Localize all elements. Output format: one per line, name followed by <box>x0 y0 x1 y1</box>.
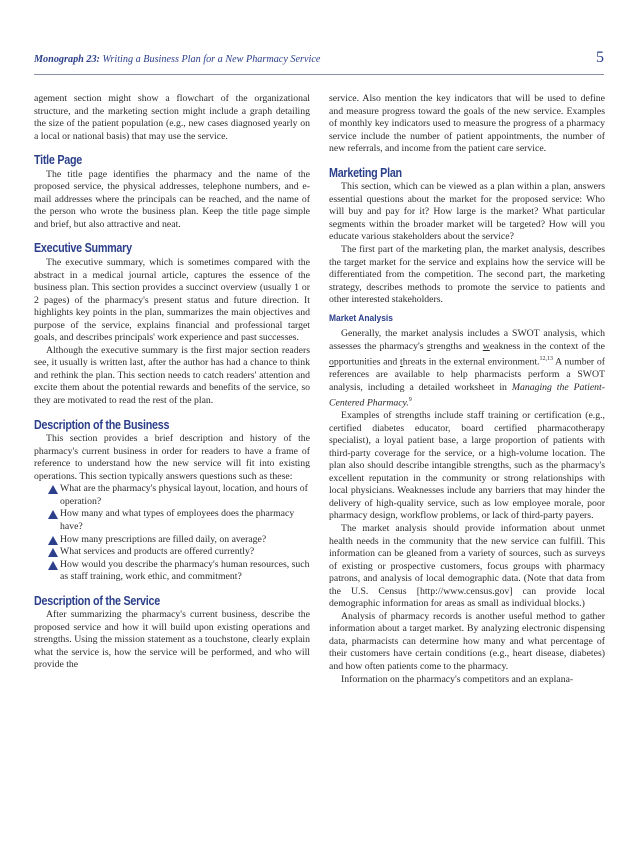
marketing-paragraph-1: This section, which can be viewed as a plan within a plan, answers essential questions about the market for the proposed service: Who will buy and pay for it? How large is the market? What particular segments within the broader market will be targeted? How will you educate various stakeholders about the service? <box>329 181 605 243</box>
intro-paragraph: agement section might show a flowchart of the organizational structure, and the marketing section might include a graph detailing the size of the patient population (e.g., new cases diagnosed yearly on a local or national basis) that may use the service. <box>34 93 310 142</box>
monograph-title: Writing a Business Plan for a New Pharmacy Service <box>102 54 321 65</box>
triangle-bullet-icon <box>48 548 58 557</box>
business-questions-list <box>48 483 310 583</box>
triangle-bullet-icon <box>48 561 58 570</box>
records-paragraph: Analysis of pharmacy records is another useful method to gather information about a target market. By analyzing electronic dispensing data, pharmacists can determine how many and what percentage of their customers have certain conditions (e.g., heart disease, diabetes) and how often patients come to the pharmacy. <box>329 610 605 673</box>
list-item: How many and what types of employees does the pharmacy have? <box>48 508 310 533</box>
strengths-paragraph: Examples of strengths include staff training or certification (e.g., certified diabetes educator, board certified pharmacotherapy specialist), a loyal patient base, a large proportion of patients with third-party coverage for the service, or a high-volume location. The plan also should describe intangible strengths, such as the pharmacy's excellent reputation in the community or strong relationships with local physicians. Weaknesses include any barriers that may hinder the delivery of high-quality service, such as low employee morale, poor pharmacy design, workflow problems, or lack of third-party payers. <box>329 410 605 522</box>
list-item: What services and products are offered currently? <box>48 546 310 559</box>
unmet-needs-paragraph: The market analysis should provide information about unmet health needs in the community that the new service can fulfill. This information can be gleaned from a variety of sources, such as surveys of existing or prospective customers, focus groups with pharmacy patrons, and analysis of local demographic data. (Note that data from the U.S. Census [http://www.census.gov] can provide local demographic information for areas as small as individual blocks.) <box>329 523 605 610</box>
continued-paragraph: service. Also mention the key indicators that will be used to define and measure progress toward the goals of the new service. Examples of monthly key indicators used to measure the progress of a pharmacy service include the number of patient appointments, the number of new referrals, and income from the patient care service. <box>329 93 605 155</box>
list-item: What are the pharmacy's physical layout, location, and hours of operation? <box>48 483 310 508</box>
triangle-bullet-icon <box>48 510 58 519</box>
heading-description-service: Description of the Service <box>34 593 160 608</box>
heading-market-analysis: Market Analysis <box>329 312 393 324</box>
exec-summary-paragraph-1: The executive summary, which is sometimes compared with the abstract in a medical journal article, captures the essence of the business plan. This section provides a succinct overview (usually 1 or 2 pages) of the pharmacy's present status and future direction. It highlights key points in the plan, summarizes the main objectives and purpose of the service, explains financial and professional target goals, and describes principals' work experience and past successes. <box>34 257 310 344</box>
marketing-paragraph-2: The first part of the marketing plan, the market analysis, describes the target market for the service and explains how the service will be differentiated from the competition. The second part, the marketing strategy, describes methods to promote the service to patients and other interested stakeholders. <box>329 244 605 306</box>
exec-summary-paragraph-2: Although the executive summary is the first major section readers see, it usually is written last, after the author has had a chance to think and rethink the plan. This section needs to catch readers' attention and excite them about the potential rewards and benefits of the service, so they are motivated to read the rest of the plan. <box>34 344 310 407</box>
header-title <box>34 54 320 65</box>
running-header <box>34 49 604 75</box>
title-page-paragraph: The title page identifies the pharmacy and the name of the proposed service, the physical addresses, telephone numbers, and e-mail addresses where the principals can be reached, and the name of the person who wrote the business plan. Keep the title page simple and brief, but also attractive and neat. <box>34 168 310 230</box>
service-paragraph: After summarizing the pharmacy's current business, describe the proposed service and how it will build upon existing operations and strengths. Using the mission statement as a touchstone, clearly explain what the service is, how the service will be performed, and who will provide the <box>34 609 310 671</box>
citation-superscript: 12,13 <box>539 356 553 363</box>
heading-marketing-plan: Marketing Plan <box>329 165 402 180</box>
book-title: Managing the Patient-Centered Pharmacy. <box>329 381 605 409</box>
list-item: How would you describe the pharmacy's human resources, such as staff training, work ethic, and commitment? <box>48 559 310 584</box>
heading-description-business: Description of the Business <box>34 417 170 432</box>
list-item: How many prescriptions are filled daily, on average? <box>48 534 310 547</box>
citation-superscript: 9 <box>408 397 412 404</box>
heading-title-page: Title Page <box>34 153 83 168</box>
triangle-bullet-icon <box>48 485 58 494</box>
business-paragraph: This section provides a brief description and history of the pharmacy's current business in order for readers to have a frame of reference to understand how the new service will fit into existing operations. This section typically answers questions such as these: <box>34 433 310 482</box>
swot-paragraph: Generally, the market analysis includes a SWOT analysis, which assesses the pharmacy's strengths and weakness in the context of the opportunities and threats in the external environment.$^{12,13}$ A number of references are available to help pharmacists perform a SWOT analysis, including a detailed worksheet in Managing the Patient-Centered Pharmacy.$^9$ <box>329 328 605 409</box>
heading-executive-summary: Executive Summary <box>34 241 132 256</box>
page-number: 5 <box>596 49 604 66</box>
right-column <box>329 93 605 686</box>
left-column <box>34 93 310 672</box>
competitors-paragraph: Information on the pharmacy's competitors and an explana- <box>341 673 574 685</box>
monograph-label: Monograph 23: <box>34 54 100 65</box>
triangle-bullet-icon <box>48 536 58 545</box>
